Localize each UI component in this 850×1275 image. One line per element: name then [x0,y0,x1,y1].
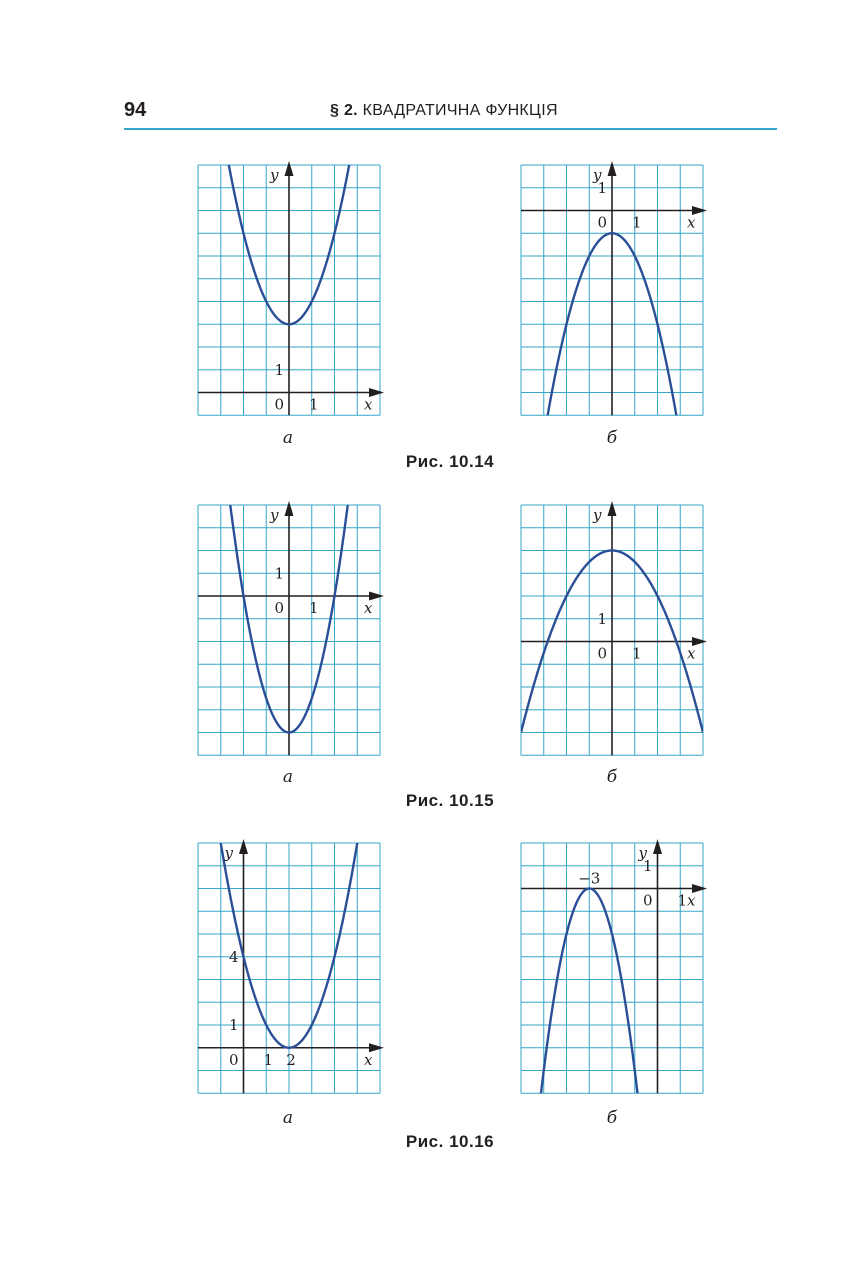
tick-label: 4 [228,947,239,966]
tick-label: 0 [597,213,607,232]
tick-label: 1 [274,360,284,379]
x-axis-label: x [687,644,696,663]
section-name: КВАДРАТИЧНА ФУНКЦІЯ [362,102,558,119]
panel-label-10-16-a: а [282,1108,294,1128]
y-axis-arrow [608,161,617,176]
y-axis-label: y [270,166,279,184]
tick-label: 1 [677,891,688,910]
y-axis-label: y [270,506,279,524]
x-axis-label: x [687,213,696,232]
y-axis-arrow [285,161,294,176]
panel-label-10-16-b: б [606,1108,618,1128]
figure-caption-10-16: Рис. 10.16 [405,1132,495,1151]
graph-10-15-a [198,505,380,757]
tick-label: 1 [642,856,653,875]
page-number: 94 [124,99,147,121]
panel-label-10-14-b: б [606,428,618,448]
panel-label-10-14-a: а [282,428,294,448]
tick-label: 1 [308,599,319,617]
y-axis-arrow [285,501,294,516]
tick-label: 1 [631,213,642,232]
tick-label: 1 [631,644,642,663]
y-axis-label: y [593,166,602,184]
panel-label-10-15-b: б [606,767,618,787]
y-axis-label: y [224,844,233,862]
x-axis-label: x [687,891,696,910]
tick-label: 1 [597,609,607,628]
y-axis-label: y [593,506,602,524]
graph-10-15-b [521,505,703,757]
y-axis-arrow [608,501,617,516]
graph-10-16-a [198,843,380,1095]
tick-label: −3 [578,869,601,888]
section-number: § 2. [330,102,358,119]
header-rule [124,128,777,130]
y-axis-arrow [653,839,662,854]
tick-label: 0 [274,395,284,414]
tick-label: 1 [263,1050,274,1069]
figure-caption-10-14: Рис. 10.14 [405,452,495,471]
graph-10-14-a [198,165,380,417]
x-axis-label: x [364,1050,373,1069]
section-title [330,102,558,120]
y-axis-label: y [638,844,647,862]
tick-label: 0 [642,891,653,910]
panel-label-10-15-a: а [282,767,294,787]
figure-caption-10-15: Рис. 10.15 [405,791,495,810]
x-axis-label: x [364,599,373,617]
tick-label: 2 [286,1050,296,1069]
tick-label: 1 [228,1016,239,1034]
tick-label: 0 [597,644,607,663]
graph-10-14-b [521,165,703,417]
tick-label: 1 [308,395,319,414]
x-axis-label: x [364,395,373,414]
graph-10-16-b [521,843,703,1095]
tick-label: 0 [228,1050,239,1069]
tick-label: 0 [274,599,284,617]
tick-label: 1 [597,178,607,197]
y-axis-arrow [239,839,248,854]
tick-label: 1 [274,564,284,583]
